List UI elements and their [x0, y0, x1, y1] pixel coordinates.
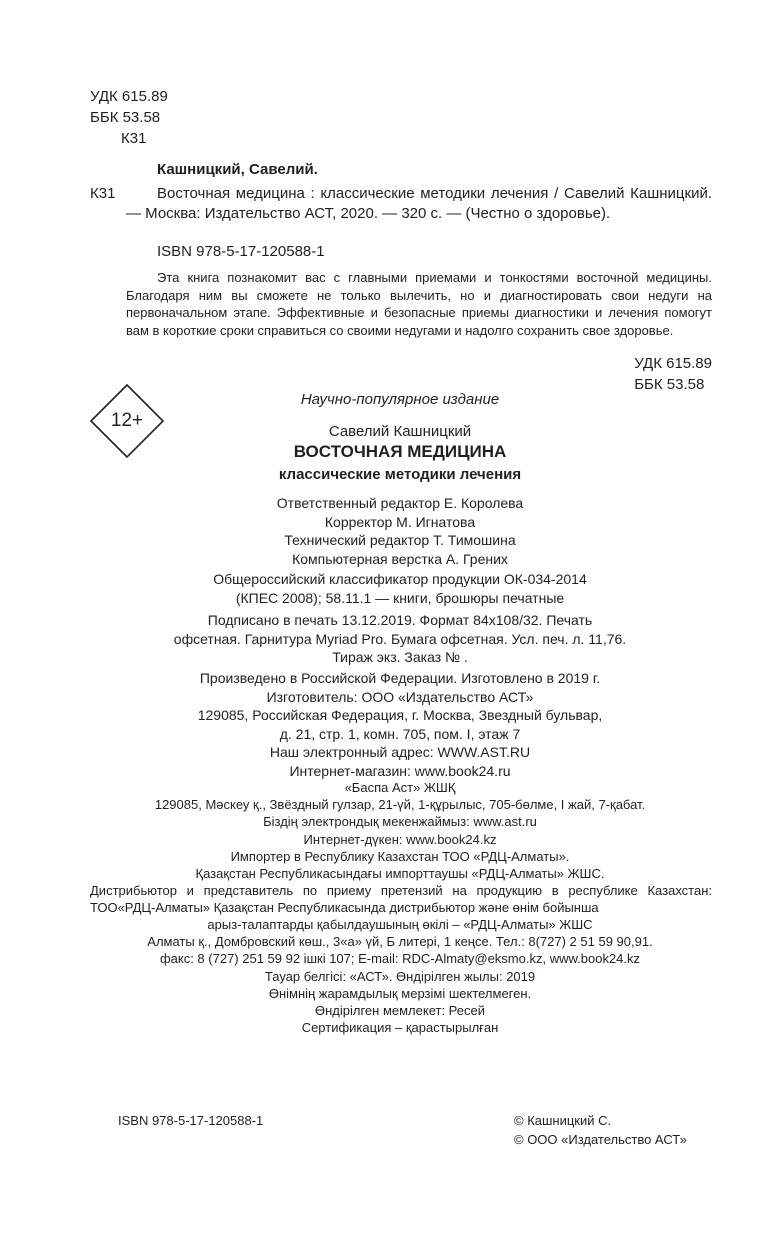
print-info — [0, 611, 768, 667]
kazakh-line: арыз-талаптарды қабылдаушының өкілі – «РДЦ-Алматы» ЖШС — [207, 917, 593, 932]
catalog-isbn: ISBN 978-5-17-120588-1 — [157, 243, 325, 260]
author-mark: К31 — [121, 130, 147, 147]
kazakh-publisher-info — [0, 779, 768, 882]
kazakh-line: Импортер в Республику Казахстан ТОО «РДЦ-Алматы». — [230, 848, 570, 864]
catalog-bbk: ББК 53.58 — [634, 376, 705, 393]
kazakh-line: Өнімнің жарамдылық мерзімі шектелмеген. — [268, 985, 532, 1001]
udk-code: УДК 615.89 — [90, 88, 168, 105]
footer-isbn: ISBN 978-5-17-120588-1 — [118, 1113, 264, 1128]
classifier-line: (КПЕС 2008); 58.11.1 — книги, брошюры печатные — [235, 589, 565, 606]
manufacturer-line: Изготовитель: ООО «Издательство АСТ» — [266, 688, 534, 705]
product-classifier — [0, 570, 768, 607]
kazakh-line: факс: 8 (727) 251 59 92 ішкі 107; E-mail: RDC-Almaty@eksmo.kz, www.book24.kz — [159, 951, 641, 967]
kazakh-line: Интернет-дүкен: www.book24.kz — [303, 831, 497, 847]
kazakh-line: Қазақстан Республикасындағы импорттаушы «РДЦ-Алматы» ЖШС. — [195, 866, 605, 882]
print-line: Подписано в печать 13.12.2019. Формат 84x108/32. Печать — [207, 612, 593, 628]
copyright-author: © Кашницкий С. — [514, 1113, 612, 1128]
manufacturer-line: Произведено в Российской Федерации. Изготовлено в 2019 г. — [199, 670, 601, 686]
bibliographic-record: Восточная медицина : классические методики лечения / Савелий Кашницкий. — Москва: Издательство АСТ, 2020. — 320 с. — (Честно о здоровье). — [126, 185, 712, 222]
staff-line: Ответственный редактор Е. Королева — [276, 495, 524, 511]
genre-label: Научно-популярное издание — [300, 391, 500, 408]
manufacturer-line: 129085, Российская Федерация, г. Москва, Звездный бульвар, — [197, 707, 603, 723]
manufacturer-line: Интернет-магазин: www.book24.ru — [289, 762, 511, 779]
bbk-code: ББК 53.58 — [90, 109, 161, 126]
staff-line: Технический редактор Т. Тимошина — [284, 532, 516, 548]
print-line: Тираж экз. Заказ № . — [332, 649, 468, 665]
classifier-line: Общероссийский классификатор продукции ОК-034-2014 — [213, 571, 587, 587]
kazakh-line: Алматы қ., Домбровский көш., 3«а» үй, Б литері, 1 кеңсе. Тел.: 8(727) 2 51 59 90,91. — [147, 934, 653, 950]
catalog-udk: УДК 615.89 — [634, 355, 712, 372]
kazakh-distributor-info — [0, 916, 768, 1036]
kazakh-line: Тауар белгісі: «АСТ». Өндірілген жылы: 2019 — [264, 968, 536, 984]
book-subtitle: классические методики лечения — [278, 466, 522, 483]
manufacturer-info — [0, 669, 768, 780]
catalog-mark: К31 — [90, 185, 116, 202]
distributor-info: Дистрибьютор и представитель по приему претензий на продукцию в республике Казахстан: ТОО«РДЦ-Алматы» Қазақстан Республикасында дистрибьютор және өнім бойынша — [90, 883, 712, 916]
kazakh-line: Өндірілген мемлекет: Ресей — [315, 1003, 485, 1019]
copyright-publisher: © ООО «Издательство АСТ» — [514, 1132, 687, 1147]
kazakh-line: «Баспа Аст» ЖШҚ — [344, 780, 456, 795]
catalog-author-heading: Кашницкий, Савелий. — [157, 161, 318, 178]
kazakh-line: Біздің электрондық мекенжаймыз: www.ast.ru — [263, 814, 537, 830]
print-line: офсетная. Гарнитура Myriad Pro. Бумага офсетная. Усл. печ. л. 11,76. — [173, 630, 627, 647]
kazakh-line: Сертификация – қарастырылған — [301, 1020, 499, 1036]
manufacturer-line: Наш электронный адрес: WWW.AST.RU — [269, 744, 531, 760]
staff-line: Компьютерная верстка А. Грених — [292, 550, 508, 567]
age-rating: 12+ — [110, 410, 144, 431]
footer-copyrights — [514, 1111, 687, 1149]
staff-list — [0, 494, 768, 568]
classification-codes — [90, 86, 168, 149]
catalog-codes-right — [634, 353, 712, 395]
staff-line: Корректор М. Игнатова — [324, 513, 476, 530]
book-author: Савелий Кашницкий — [328, 423, 472, 440]
manufacturer-line: д. 21, стр. 1, комн. 705, пом. I, этаж 7 — [279, 725, 521, 742]
annotation: Эта книга познакомит вас с главными приемами и тонкостями восточной медицины. Благодаря ним вы сможете не только вылечить, но и диагностировать свои недуги на первоначальном этапе. Эффективные и безопасные приемы диагностики и лечения помогут вам в короткие сроки справиться со своими недугами и надолго сохранить свое здоровье. — [126, 270, 712, 338]
kazakh-line: 129085, Мәскеу қ., Звёздный гулзар, 21-үй, 1-құрылыс, 705-бөлме, I жай, 7-қабат. — [154, 797, 646, 813]
book-title: ВОСТОЧНАЯ МЕДИЦИНА — [293, 442, 507, 461]
